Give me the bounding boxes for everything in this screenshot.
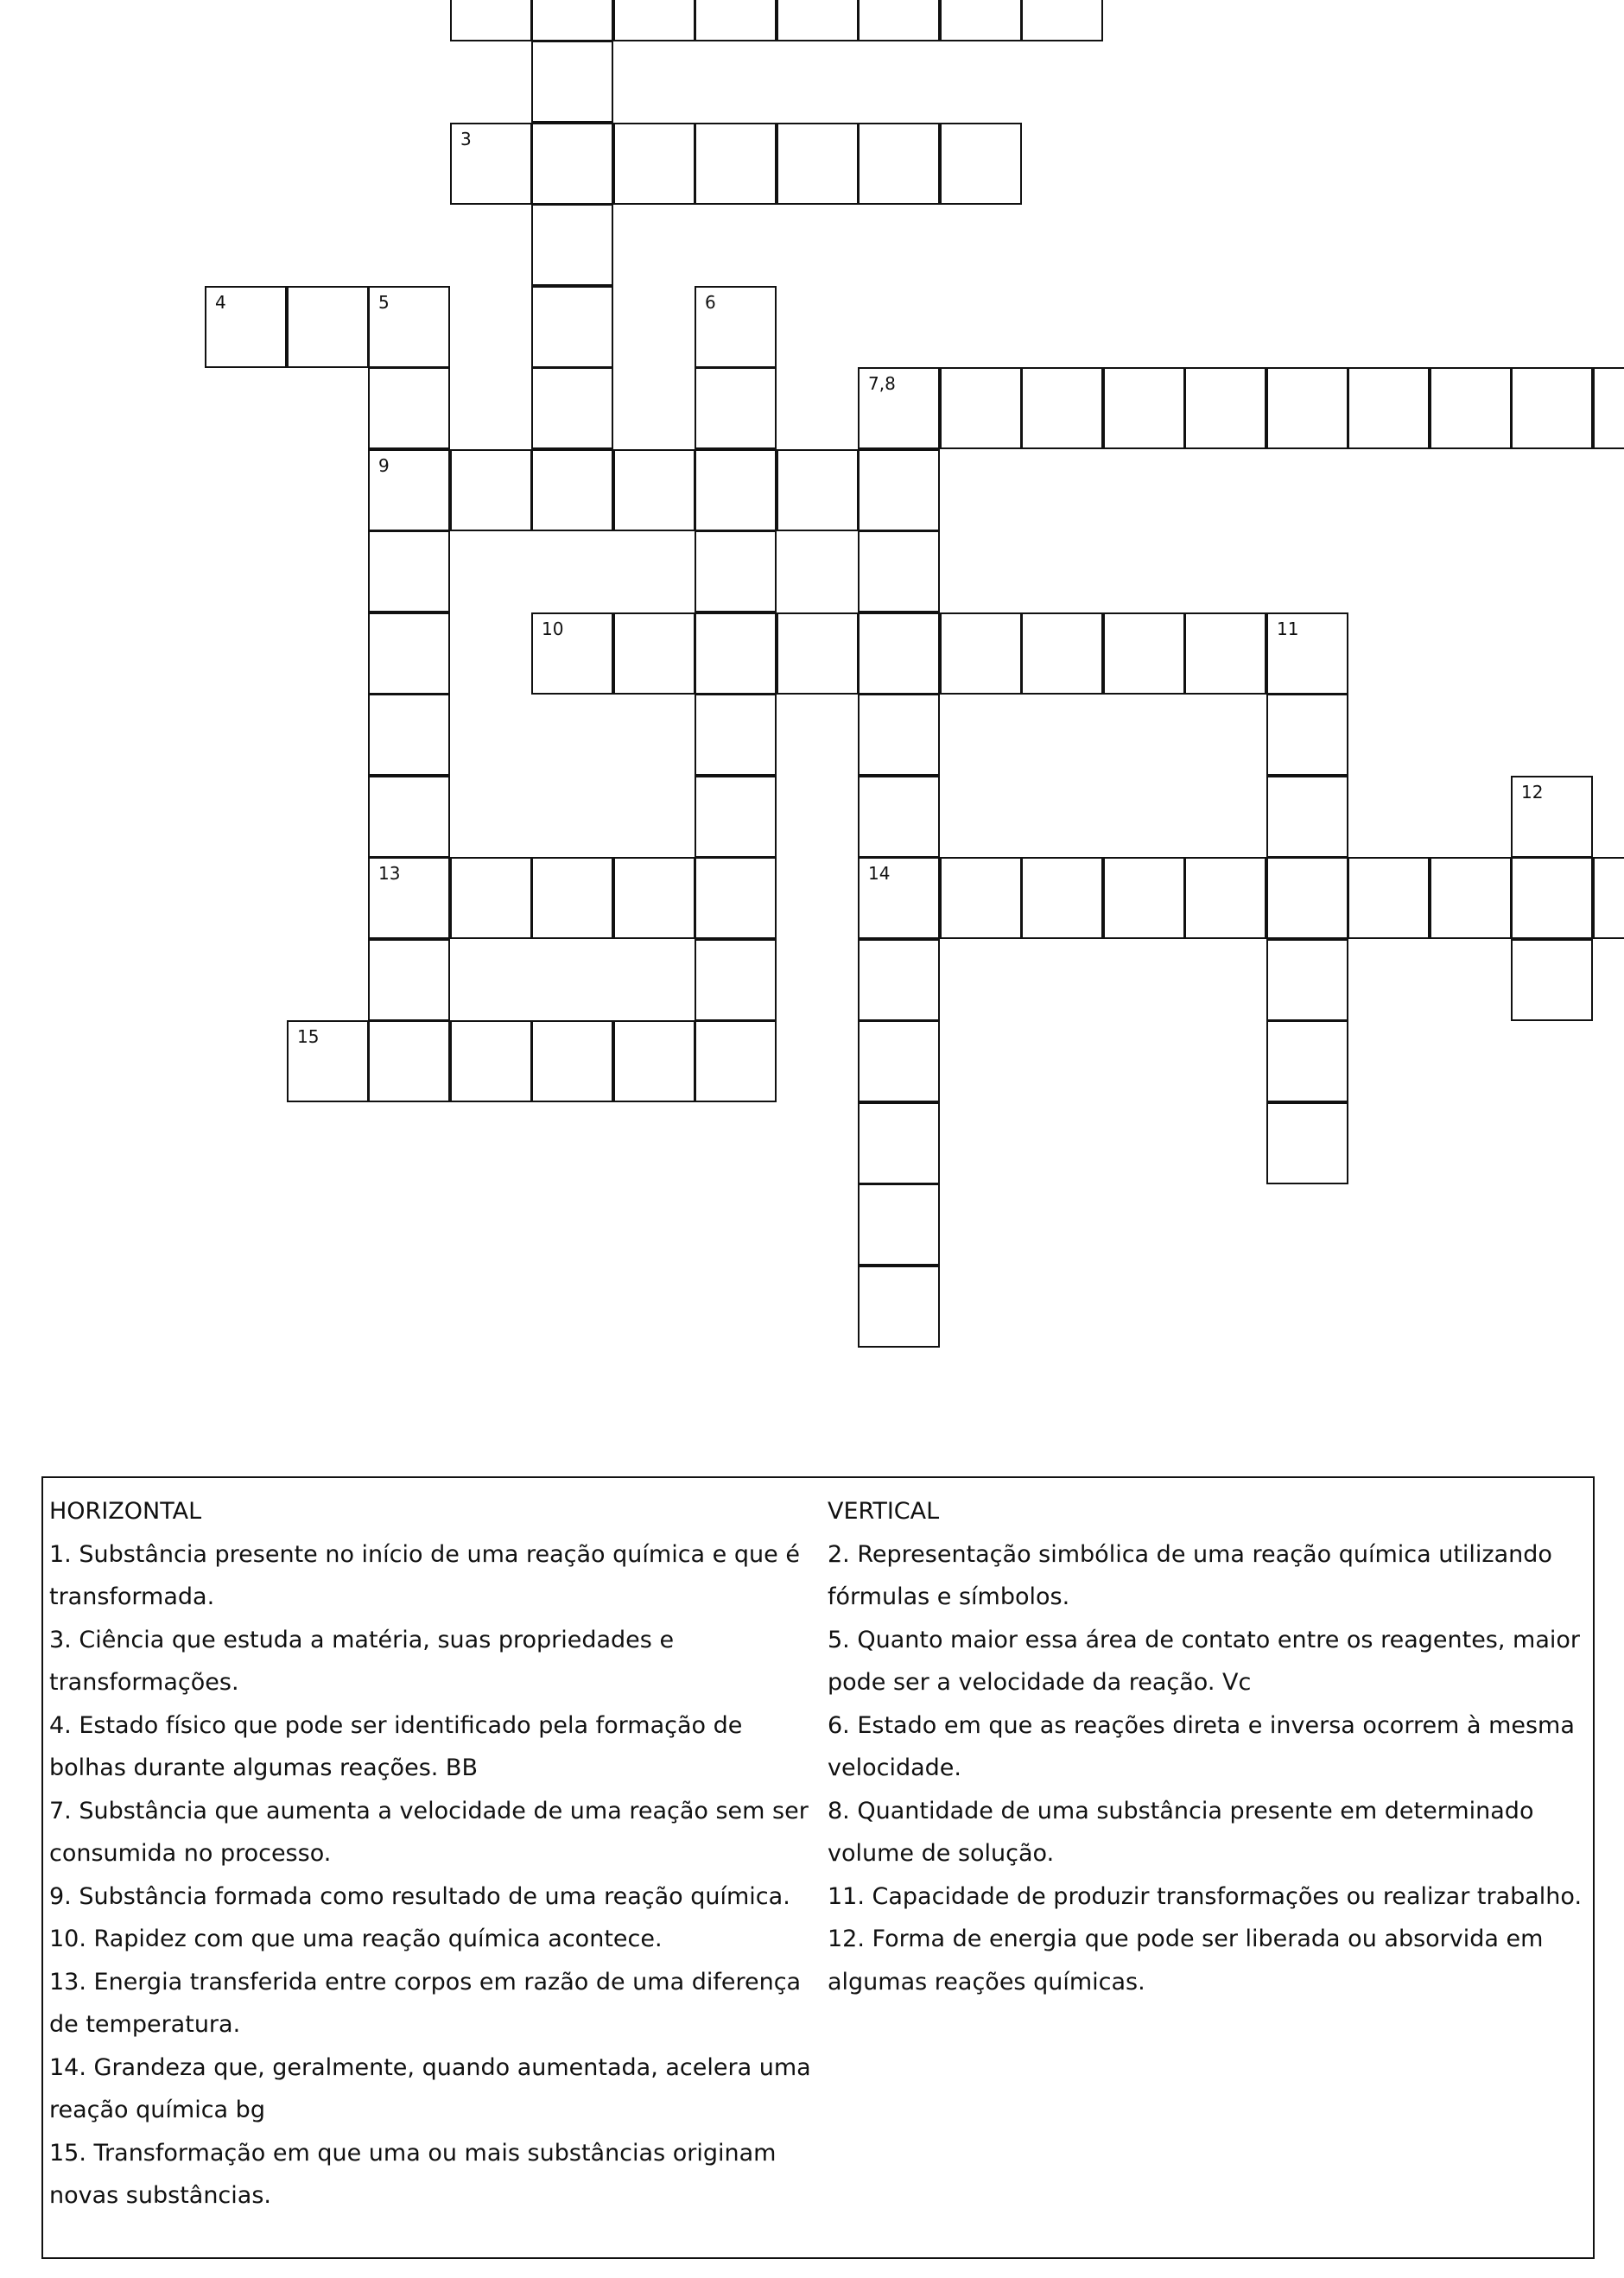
grid-cell[interactable] <box>1511 367 1593 449</box>
grid-cell[interactable] <box>940 367 1022 449</box>
grid-cell[interactable] <box>613 449 695 531</box>
grid-cell[interactable] <box>1348 857 1430 939</box>
clue-h-13: 13. Energia transferida entre corpos em razão de uma diferença de temperatura. <box>49 1968 802 2038</box>
clue-h-14: 14. Grandeza que, geralmente, quando aumentada, acelera uma reação química bg <box>49 2053 811 2123</box>
grid-cell[interactable] <box>858 449 940 531</box>
grid-cell[interactable] <box>695 449 777 531</box>
grid-cell[interactable] <box>531 1020 613 1102</box>
grid-cell[interactable] <box>1348 367 1430 449</box>
horizontal-heading: HORIZONTAL <box>49 1498 202 1525</box>
grid-cell[interactable] <box>695 286 777 368</box>
clue-number: 15 <box>297 1026 320 1047</box>
grid-cell[interactable] <box>287 1020 369 1102</box>
clue-h-1: 1. Substância presente no início de uma reação química e que é transformada. <box>49 1540 800 1610</box>
grid-cell[interactable] <box>450 0 532 41</box>
clue-number: 10 <box>542 619 564 639</box>
clue-number: 3 <box>460 129 472 149</box>
clue-number: 9 <box>378 455 390 476</box>
grid-cell[interactable] <box>858 1266 940 1348</box>
clue-number: 14 <box>868 863 891 884</box>
grid-cell[interactable] <box>368 367 450 449</box>
grid-cell[interactable] <box>695 1020 777 1102</box>
grid-cell[interactable] <box>1511 939 1593 1021</box>
grid-cell[interactable] <box>1103 367 1185 449</box>
clue-h-4: 4. Estado físico que pode ser identificado pela formação de bolhas durante algumas reações. BB <box>49 1711 743 1781</box>
grid-cell[interactable] <box>1021 612 1103 695</box>
grid-cell[interactable] <box>777 0 859 41</box>
grid-cell[interactable] <box>531 449 613 531</box>
grid-cell[interactable] <box>858 0 940 41</box>
grid-cell[interactable] <box>858 1102 940 1184</box>
grid-cell[interactable] <box>695 530 777 612</box>
grid-cell[interactable] <box>1266 1102 1348 1184</box>
grid-cell[interactable] <box>1593 857 1624 939</box>
grid-cell[interactable] <box>368 449 450 531</box>
grid-cell[interactable] <box>1593 367 1624 449</box>
grid-cell[interactable] <box>1266 857 1348 939</box>
clue-h-10: 10. Rapidez com que uma reação química acontece. <box>49 1926 663 1952</box>
grid-cell[interactable] <box>368 530 450 612</box>
grid-cell[interactable] <box>940 123 1022 205</box>
clue-h-15: 15. Transformação em que uma ou mais substâncias originam novas substâncias. <box>49 2139 777 2209</box>
clue-number: 11 <box>1277 619 1299 639</box>
grid-cell[interactable] <box>940 612 1022 695</box>
grid-cell[interactable] <box>613 0 695 41</box>
grid-cell[interactable] <box>1266 939 1348 1021</box>
grid-cell[interactable] <box>695 0 777 41</box>
grid-cell[interactable] <box>368 857 450 939</box>
grid-cell[interactable] <box>858 1020 940 1102</box>
grid-cell[interactable] <box>1266 776 1348 858</box>
clue-v-12: 12. Forma de energia que pode ser liberada ou absorvida em algumas reações químicas. <box>828 1926 1544 1996</box>
grid-cell[interactable] <box>1021 367 1103 449</box>
grid-cell[interactable] <box>531 612 613 695</box>
grid-cell[interactable] <box>1021 0 1103 41</box>
grid-cell[interactable] <box>858 694 940 776</box>
grid-cell[interactable] <box>531 367 613 449</box>
grid-cell[interactable] <box>858 939 940 1021</box>
grid-cell[interactable] <box>695 776 777 858</box>
clue-h-3: 3. Ciência que estuda a matéria, suas propriedades e transformações. <box>49 1626 675 1696</box>
grid-cell[interactable] <box>531 286 613 368</box>
grid-cell[interactable] <box>1266 1020 1348 1102</box>
grid-cell[interactable] <box>695 857 777 939</box>
grid-cell[interactable] <box>368 694 450 776</box>
grid-cell[interactable] <box>613 1020 695 1102</box>
grid-cell[interactable] <box>613 123 695 205</box>
grid-cell[interactable] <box>531 0 613 41</box>
grid-cell[interactable] <box>1184 367 1266 449</box>
clue-number: 5 <box>378 292 390 313</box>
grid-cell[interactable] <box>777 123 859 205</box>
grid-cell[interactable] <box>695 123 777 205</box>
horizontal-clues <box>49 1490 822 2218</box>
clue-v-11: 11. Capacidade de produzir transformações ou realizar trabalho. <box>828 1882 1583 1910</box>
grid-cell[interactable] <box>368 1020 450 1102</box>
grid-cell[interactable] <box>1184 612 1266 695</box>
grid-cell[interactable] <box>531 41 613 123</box>
clue-h-7: 7. Substância que aumenta a velocidade de uma reação sem ser consumida no processo. <box>49 1797 809 1867</box>
clue-number: 4 <box>215 292 226 313</box>
grid-cell[interactable] <box>695 367 777 449</box>
grid-cell[interactable] <box>450 857 532 939</box>
grid-cell[interactable] <box>1511 776 1593 858</box>
grid-cell[interactable] <box>613 612 695 695</box>
grid-cell[interactable] <box>1184 857 1266 939</box>
grid-cell[interactable] <box>695 939 777 1021</box>
grid-cell[interactable] <box>777 449 859 531</box>
grid-cell[interactable] <box>368 939 450 1021</box>
grid-cell[interactable] <box>1266 612 1348 695</box>
grid-cell[interactable] <box>450 1020 532 1102</box>
grid-cell[interactable] <box>858 1183 940 1266</box>
clue-number: 7,8 <box>868 373 896 394</box>
clues-box <box>41 1476 1595 2259</box>
grid-cell[interactable] <box>858 123 940 205</box>
grid-cell[interactable] <box>450 123 532 205</box>
clue-v-2: 2. Representação simbólica de uma reação química utilizando fórmulas e símbolos. <box>828 1540 1552 1610</box>
clue-number: 12 <box>1521 782 1544 803</box>
grid-cell[interactable] <box>1103 857 1185 939</box>
grid-cell[interactable] <box>858 857 940 939</box>
grid-cell[interactable] <box>858 776 940 858</box>
grid-cell[interactable] <box>858 530 940 612</box>
grid-cell[interactable] <box>1266 694 1348 776</box>
vertical-heading: VERTICAL <box>828 1498 940 1525</box>
clue-v-8: 8. Quantidade de uma substância presente em determinado volume de solução. <box>828 1797 1534 1867</box>
grid-cell[interactable] <box>1511 857 1593 939</box>
clue-number: 6 <box>705 292 716 313</box>
grid-cell[interactable] <box>695 612 777 695</box>
grid-cell[interactable] <box>940 0 1022 41</box>
grid-cell[interactable] <box>777 612 859 695</box>
grid-cell[interactable] <box>1266 367 1348 449</box>
clue-v-5: 5. Quanto maior essa área de contato entre os reagentes, maior pode ser a velocidade da reação. Vc <box>828 1626 1581 1696</box>
grid-cell[interactable] <box>368 286 450 368</box>
grid-cell[interactable] <box>531 857 613 939</box>
grid-cell[interactable] <box>858 367 940 449</box>
grid-cell[interactable] <box>368 776 450 858</box>
clue-h-9: 9. Substância formada como resultado de uma reação química. <box>49 1882 790 1910</box>
grid-cell[interactable] <box>613 857 695 939</box>
clue-v-6: 6. Estado em que as reações direta e inversa ocorrem à mesma velocidade. <box>828 1711 1575 1781</box>
grid-cell[interactable] <box>287 286 369 368</box>
grid-cell[interactable] <box>531 204 613 286</box>
grid-cell[interactable] <box>531 123 613 205</box>
grid-cell[interactable] <box>1430 367 1512 449</box>
grid-cell[interactable] <box>1103 612 1185 695</box>
grid-cell[interactable] <box>1430 857 1512 939</box>
clue-number: 13 <box>378 863 401 884</box>
grid-cell[interactable] <box>205 286 287 368</box>
grid-cell[interactable] <box>450 449 532 531</box>
grid-cell[interactable] <box>695 694 777 776</box>
grid-cell[interactable] <box>858 612 940 695</box>
vertical-clues <box>828 1490 1589 2003</box>
grid-cell[interactable] <box>940 857 1022 939</box>
grid-cell[interactable] <box>368 612 450 695</box>
grid-cell[interactable] <box>1021 857 1103 939</box>
